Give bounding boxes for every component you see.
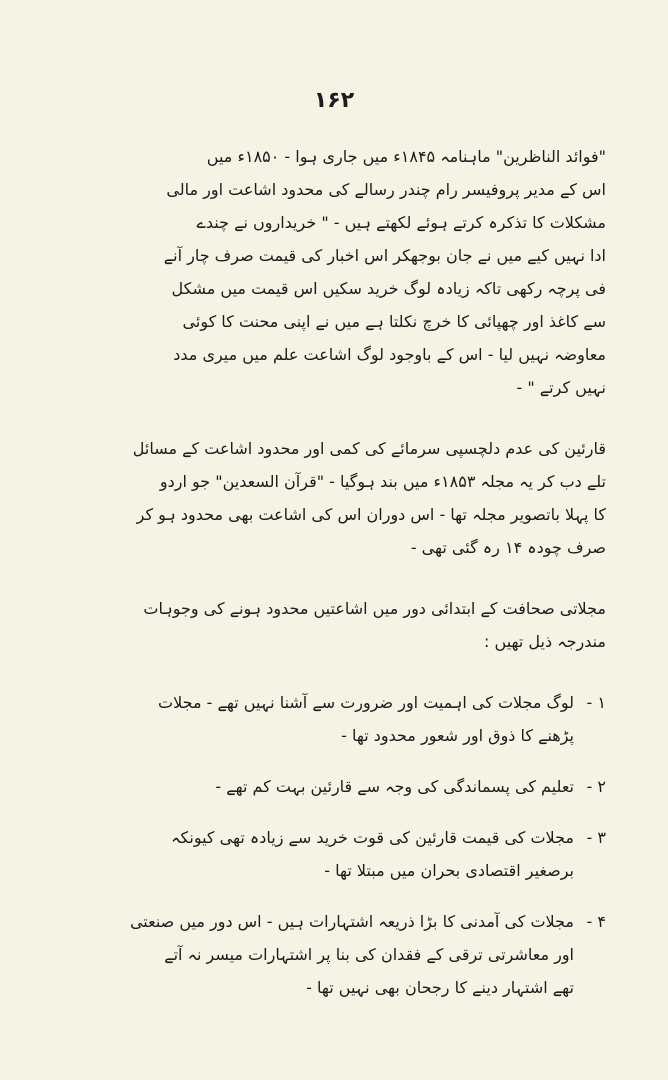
paragraph-reasons-intro (40, 592, 606, 658)
text-line: نہیں کرتے " - (516, 378, 606, 397)
list-number: ۴ - (586, 912, 606, 931)
list-number: ۱ - (586, 693, 606, 712)
paragraph-qiran-us-saadain (40, 432, 606, 564)
list-item (40, 686, 606, 752)
text-line: "فوائد الناظرین" ماہنامہ ۱۸۴۵ء میں جاری ہوا - ۱۸۵۰ء میں (206, 147, 606, 166)
text-line: لوگ مجلات کی اہمیت اور ضرورت سے آشنا نہیں تھے - مجلات (158, 693, 574, 712)
text-line: مجلات کی قیمت قارئین کی قوت خرید سے زیادہ تھی کیونکہ (171, 828, 574, 847)
list-number: ۲ - (586, 777, 606, 796)
text-line: سے کاغذ اور چھپائی کا خرچ نکلتا ہے میں نے اپنی محنت کا کوئی (182, 312, 606, 331)
list-item-body (40, 905, 578, 1004)
text-line: تعلیم کی پسماندگی کی وجہ سے قارئین بہت کم تھے - (215, 777, 574, 796)
list-number: ۳ - (586, 828, 606, 847)
page-content (40, 140, 606, 1026)
text-line: تلے دب کر یہ مجلہ ۱۸۵۳ء میں بند ہوگیا - "قرآن السعدین" جو اردو (159, 472, 606, 491)
text-line: اور معاشرتی ترقی کے فقدان کی بنا پر اشتہارات میسر نہ آتے (164, 945, 574, 964)
text-line: مجلاتی صحافت کے ابتدائی دور میں اشاعتیں محدود ہونے کی وجوہات (143, 599, 606, 618)
list-item (40, 770, 606, 803)
text-line: پڑھنے کا ذوق اور شعور محدود تھا - (341, 726, 574, 745)
text-line: قارئین کی عدم دلچسپی سرمائے کی کمی اور محدود اشاعت کے مسائل (132, 439, 606, 458)
list-item (40, 821, 606, 887)
text-line: فی پرچہ رکھی تاکہ زیادہ لوگ خرید سکیں اس قیمت میں مشکل (171, 279, 606, 298)
paragraph-fawaid-un-nazireen (40, 140, 606, 404)
text-line: کا پہلا باتصویر مجلہ تھا - اس دوران اس کی اشاعت بھی محدود ہو کر (136, 505, 606, 524)
text-line: مشکلات کا تذکرہ کرتے ہوئے لکھتے ہیں - " خریداروں نے چندے (196, 213, 606, 232)
text-line: اس کے مدیر پروفیسر رام چندر رسالے کی محدود اشاعت اور مالی (166, 180, 606, 199)
text-line: مجلات کی آمدنی کا بڑا ذریعہ اشتہارات ہیں - اس دور میں صنعتی (129, 912, 574, 931)
list-item-body (40, 686, 578, 752)
list-item-body (40, 821, 578, 887)
list-item-body (40, 770, 578, 803)
text-line: برصغیر اقتصادی بحران میں مبتلا تھا - (324, 861, 574, 880)
page-number: ۱۶۲ (313, 88, 355, 113)
text-line: ادا نہیں کیے میں نے جان بوجھکر اس اخبار کی قیمت صرف چار آنے (163, 246, 606, 265)
text-line: معاوضہ نہیں لیا - اس کے باوجود لوگ اشاعت علم میں میری مدد (173, 345, 606, 364)
text-line: مندرجہ ذیل تھیں : (484, 632, 606, 651)
text-line: تھے اشتہار دینے کا رجحان بھی نہیں تھا - (306, 978, 574, 997)
text-line: صرف چودہ ۱۴ رہ گئی تھی - (410, 538, 606, 557)
list-item (40, 905, 606, 1004)
reasons-list (40, 686, 606, 1004)
